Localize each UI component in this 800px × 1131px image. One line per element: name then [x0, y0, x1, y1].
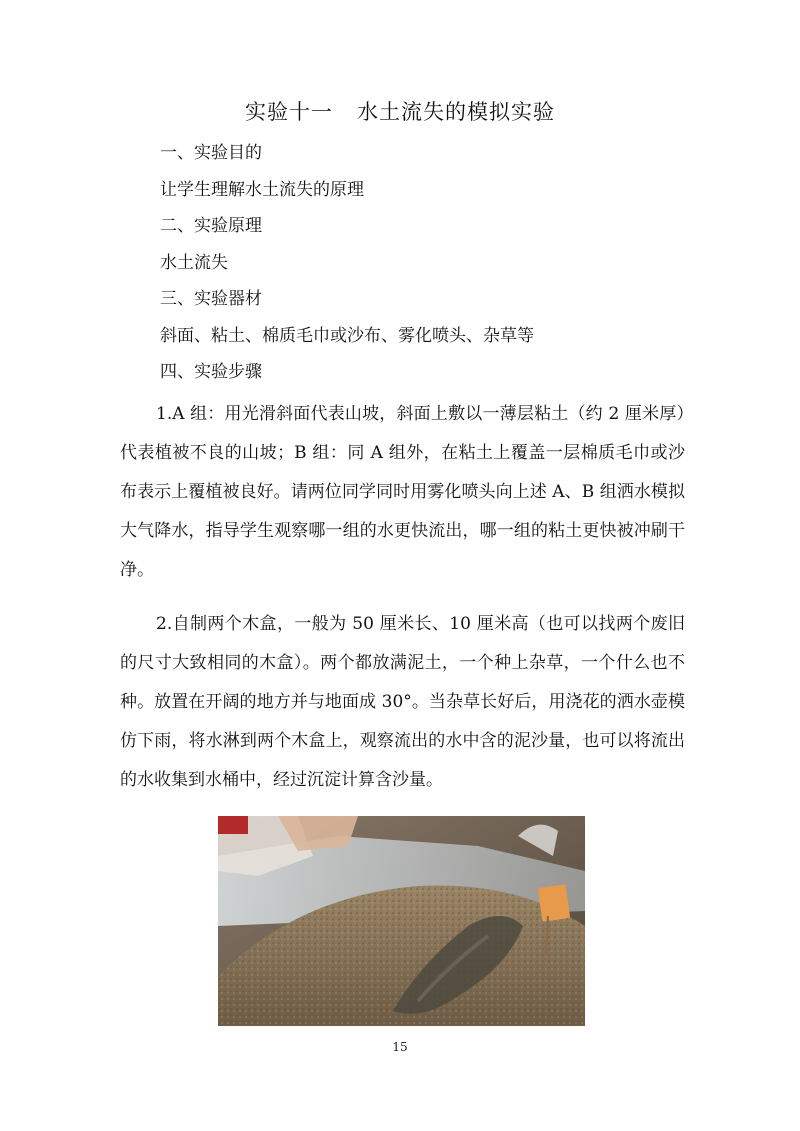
section-body-purpose: 让学生理解水土流失的原理 — [160, 180, 364, 200]
title-main: 实验十一 — [245, 100, 333, 124]
section-heading-materials: 三、实验器材 — [160, 289, 262, 309]
section-heading-purpose: 一、实验目的 — [160, 143, 262, 163]
step-paragraph-1: 1.A 组：用光滑斜面代表山坡，斜面上敷以一薄层粘土（约 2 厘米厚）代表植被不良的山坡；B 组：同 A 组外，在粘土上覆盖一层棉质毛巾或沙布表示上覆植被良好。请两位同学同时用雾化喷头向上述 A、B 组洒水模拟大气降水，指导学生观察哪一组的水更快流出，哪一组的粘土更快被冲刷干净。 — [120, 404, 685, 580]
page-number: 15 — [392, 1040, 408, 1054]
section-heading-principle: 二、实验原理 — [160, 216, 262, 236]
section-heading-steps: 四、实验步骤 — [160, 362, 262, 382]
section-body-principle: 水土流失 — [160, 253, 228, 273]
step-paragraph-2: 2.自制两个木盒，一般为 50 厘米长、10 厘米高（也可以找两个废旧的尺寸大致相同的木盒）。两个都放满泥土，一个种上杂草，一个什么也不种。放置在开阔的地方并与地面成 30°。当杂草长好后，用浇花的洒水壶模仿下雨，将水淋到两个木盒上，观察流出的水中含的泥沙量，也可以将流出的水收集到水桶中，经过沉淀计算含沙量。 — [120, 614, 685, 790]
page-title — [0, 96, 800, 126]
title-sub: 水土流失的模拟实验 — [357, 100, 555, 124]
section-body-materials: 斜面、粘土、棉质毛巾或沙布、雾化喷头、杂草等 — [160, 326, 534, 346]
experiment-photo — [218, 816, 585, 1026]
